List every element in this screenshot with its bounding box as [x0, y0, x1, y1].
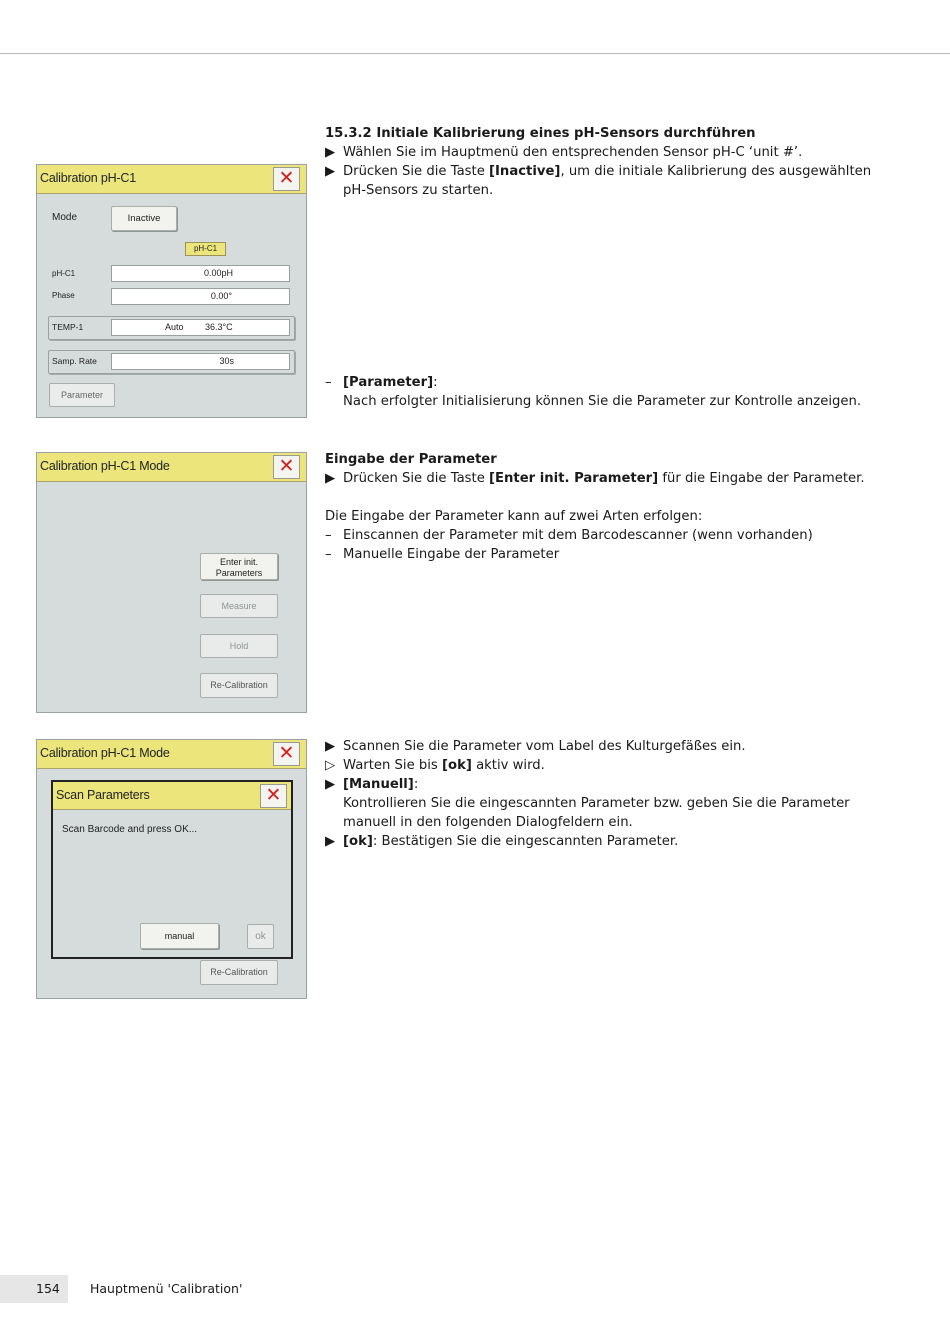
instruction-continuation: pH-Sensors zu starten. [343, 183, 494, 198]
instruction-step: ▶ Drücken Sie die Taste [Inactive], um die initiale Kalibrierung des ausgewählten [325, 164, 872, 179]
action-arrow-icon: ▶ [325, 471, 336, 486]
ph-value: 0.00pH [203, 268, 233, 278]
key-reference: [Manuell] [343, 777, 414, 792]
temp-label: TEMP-1 [52, 322, 84, 332]
close-icon[interactable]: ✕ [273, 742, 300, 766]
phase-label: Phase [52, 291, 75, 300]
action-arrow-icon: ▶ [325, 777, 336, 792]
key-reference: [ok] [441, 758, 472, 773]
window-title: Calibration pH-C1 Mode [40, 459, 170, 473]
instruction-step: ▶ [ok]: Bestätigen Sie die eingescannten Parameter. [325, 834, 679, 849]
instruction-step: ▶ [Manuell]: [325, 777, 419, 792]
action-arrow-icon: ▶ [325, 164, 336, 179]
instruction-continuation: Kontrollieren Sie die eingescannten Parameter bzw. geben Sie die Parameter [343, 796, 850, 811]
dialog-title: Scan Parameters [56, 788, 150, 802]
recalibration-button[interactable]: Re-Calibration [200, 673, 278, 698]
key-reference: [ok] [343, 834, 373, 849]
hold-button[interactable]: Hold [200, 634, 278, 658]
window-title: Calibration pH-C1 [40, 171, 136, 185]
sample-rate-label: Samp. Rate [52, 356, 97, 366]
sample-rate-value: 30s [219, 356, 234, 366]
paragraph: Die Eingabe der Parameter kann auf zwei Arten erfolgen: [325, 509, 703, 524]
page-number-box [0, 1275, 68, 1303]
key-reference: [Enter init. Parameter] [489, 471, 659, 486]
section-heading: 15.3.2 Initiale Kalibrierung eines pH-Sensors durchführen [325, 126, 756, 141]
dash-item-continuation: Nach erfolgter Initialisierung können Sie die Parameter zur Kontrolle anzeigen. [343, 394, 862, 409]
title-bar [37, 165, 306, 194]
ph-label: pH-C1 [52, 269, 76, 278]
temp-mode: Auto [165, 322, 184, 332]
dash-marker: – [325, 528, 332, 543]
page-number: 154 [36, 1281, 60, 1296]
measure-button[interactable]: Measure [200, 594, 278, 618]
parameter-button[interactable]: Parameter [49, 383, 115, 407]
instruction-continuation: manuell in den folgenden Dialogfeldern ein. [343, 815, 633, 830]
result-arrow-icon: ▷ [325, 758, 336, 773]
inactive-button[interactable]: Inactive [111, 206, 177, 231]
close-icon[interactable]: ✕ [260, 784, 287, 808]
close-icon[interactable]: ✕ [273, 167, 300, 191]
action-arrow-icon: ▶ [325, 145, 336, 160]
manual-button[interactable]: manual [140, 923, 219, 949]
ph-value-field [111, 265, 290, 282]
temp-field [111, 319, 290, 336]
result-step: ▷ Warten Sie bis [ok] aktiv wird. [325, 758, 545, 773]
key-reference: [Inactive] [489, 164, 561, 179]
key-reference: [Parameter] [343, 375, 434, 390]
sensor-tag: pH-C1 [185, 242, 226, 256]
dash-item: – [Parameter]: [325, 375, 438, 390]
dialog-message: Scan Barcode and press OK... [62, 824, 198, 835]
recalibration-button[interactable]: Re-Calibration [200, 960, 278, 985]
temp-value: 36.3°C [205, 322, 233, 332]
dash-item: – Einscannen der Parameter mit dem Barcodescanner (wenn vorhanden) [325, 528, 813, 543]
instruction-step: ▶ Scannen Sie die Parameter vom Label des Kulturgefäßes ein. [325, 739, 746, 754]
action-arrow-icon: ▶ [325, 834, 336, 849]
footer-title: Hauptmenü 'Calibration' [90, 1281, 243, 1296]
dash-marker: – [325, 547, 332, 562]
parameter-note [325, 373, 885, 411]
close-icon[interactable]: ✕ [273, 455, 300, 479]
header-rule [0, 53, 950, 54]
dash-item: – Manuelle Eingabe der Parameter [325, 547, 560, 562]
scan-instructions [325, 737, 885, 851]
mode-label: Mode [52, 212, 78, 223]
scan-parameters-dialog [51, 780, 293, 959]
sample-rate-field [111, 353, 290, 370]
ok-button[interactable]: ok [247, 924, 274, 949]
instruction-step: ▶ Wählen Sie im Hauptmenü den entsprechenden Sensor pH-C ‘unit #’. [325, 145, 803, 160]
enter-init-parameters-button[interactable]: Enter init. Parameters [200, 553, 278, 580]
action-arrow-icon: ▶ [325, 739, 336, 754]
instruction-step: ▶ Drücken Sie die Taste [Enter init. Parameter] für die Eingabe der Parameter. [325, 471, 865, 486]
phase-value: 0.00° [210, 291, 232, 301]
title-bar [37, 740, 306, 769]
dialog-title-bar [53, 782, 291, 810]
section-intro [325, 124, 885, 200]
scan-parameters-screen [36, 739, 307, 999]
calibration-screen [36, 164, 307, 418]
title-bar [37, 453, 306, 482]
parameter-entry-section [325, 450, 885, 564]
phase-value-field [111, 288, 290, 305]
calibration-mode-screen [36, 452, 307, 713]
dash-marker: – [325, 375, 332, 390]
window-title: Calibration pH-C1 Mode [40, 746, 170, 760]
subsection-heading: Eingabe der Parameter [325, 452, 497, 467]
